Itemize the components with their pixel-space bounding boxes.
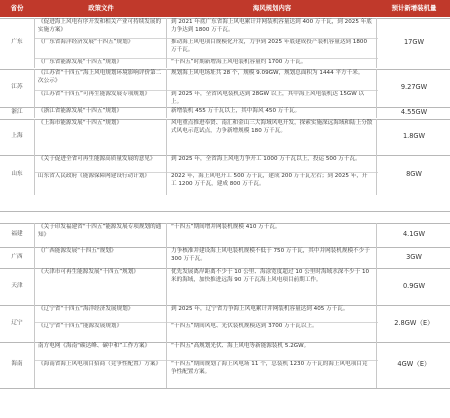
column-divider	[166, 247, 167, 268]
plan-content: 优先发展离岸距离不少于 10 公里、海涂宽度超过 10 公里时海域水深不少于 10 米的海域，加快推进远海 90 万千瓦海上风电项目前期工作。	[171, 269, 370, 283]
province-cell: 广西	[11, 253, 23, 260]
plan-content: 到 2025 年，辽宁省力争海上风电累计并网装机容量达到 405 万千瓦。	[171, 306, 349, 312]
column-divider	[376, 18, 377, 68]
province-cell: 浙江	[11, 108, 23, 115]
policy-document: 《广西能源发展“十四五”规划》	[38, 248, 117, 254]
policy-document: 《辽宁省“十四五”能源发展规划》	[38, 323, 123, 329]
column-divider	[34, 107, 35, 118]
plan-content: 到 2025 年，全省海上风电力争开工 1000 万千瓦以上，投运 500 万千瓦。	[171, 156, 361, 162]
table-row	[0, 107, 450, 118]
policy-document: 《海南省海上风电项目招商（竞争性配置）方案》	[38, 361, 162, 367]
capacity-cell: 4GW（E）	[397, 360, 431, 369]
column-divider	[34, 268, 35, 305]
plan-content: “十四五”期间规划了海上风电场 11 个，总装机 1230 万千瓦的海上风电项目竞争性配置方案。	[171, 361, 368, 375]
policy-document: 《关于印发福建省“十四五”能源发展专项规划的通知》	[38, 224, 162, 238]
capacity-cell: 2.8GW（E）	[394, 318, 434, 327]
table-row	[0, 268, 450, 305]
header-capacity: 预计新增装机量	[391, 4, 437, 12]
capacity-cell: 0.9GW	[402, 281, 426, 290]
policy-document: 《浙江省能源发展“十四五”规划》	[38, 108, 123, 114]
plan-content: 推动海上风电项目规模化开发，力争到 2025 年底建成投产装机容量达到 1800 万千瓦。	[171, 39, 368, 53]
policy-document: 南方电网《海南“碳达峰、碳中和”工作方案》	[38, 343, 151, 349]
plan-content: “十四五”期间风电、光伏装机规模达到 3700 万千瓦以上。	[171, 323, 318, 329]
province-cell: 天津	[11, 282, 23, 289]
plan-content: 规划海上风电场址共 28 个，规模 9.09GW，规划总面积为 1444 平方千米。	[171, 70, 364, 76]
column-divider	[376, 119, 377, 155]
column-divider	[166, 18, 167, 68]
capacity-cell: 8GW	[406, 170, 422, 179]
table-row	[0, 69, 450, 107]
table-header	[0, 0, 450, 17]
plan-content: “十四五”高规划光伏、海上风电等新能源装机 5.2GW。	[171, 343, 310, 349]
column-divider	[166, 223, 167, 247]
province-cell: 山东	[11, 171, 23, 178]
sub-row-divider	[34, 322, 378, 323]
table-row	[0, 342, 450, 388]
policy-document: 山东省人民政府《能源保障网建设行动计划》	[38, 173, 150, 179]
policy-document: 《辽宁省“十四五”海洋经济发展规划》	[38, 306, 134, 312]
table-row	[0, 119, 450, 155]
sub-row-divider	[34, 58, 378, 59]
column-divider	[166, 342, 167, 388]
plan-content: 2022 年，海上风电开工 500 万千瓦，建成 200 万千瓦左右；到 2025 年，开工 1200 万千瓦，建成 800 万千瓦。	[171, 173, 368, 187]
policy-document: 《广东省海洋经济发展“十四五”规划》	[38, 39, 134, 45]
column-divider	[376, 155, 377, 195]
column-divider	[376, 107, 377, 118]
column-divider	[376, 305, 377, 342]
policy-document: 《广东省能源发展“十四五”规划》	[38, 59, 123, 65]
column-divider	[34, 247, 35, 268]
column-divider	[166, 155, 167, 195]
province-cell: 福建	[11, 231, 23, 238]
sub-row-divider	[34, 90, 378, 91]
table-bottom-border	[0, 388, 450, 389]
column-divider	[34, 155, 35, 195]
plan-content: 风电重点推进奉贤、南汇和金山三大海域风电开发，探索实施深远海域和陆上分散式风电示范试点，力争新增规模 180 万千瓦。	[171, 120, 373, 134]
plan-content: “十四五”时期新增海上风电装机容量约 1700 万千瓦。	[171, 59, 307, 65]
capacity-cell: 4.1GW	[402, 230, 426, 239]
policy-document: 《江苏省“十四五”可再生能源发展专项规划》	[38, 91, 151, 97]
capacity-cell: 3GW	[406, 252, 422, 261]
sub-row-divider	[34, 38, 378, 39]
province-cell: 江苏	[11, 84, 23, 91]
column-divider	[34, 18, 35, 68]
column-divider	[166, 268, 167, 305]
header-province: 省份	[10, 4, 24, 12]
province-cell: 海南	[11, 361, 23, 368]
column-divider	[166, 305, 167, 342]
plan-content: 到 2025 年，全省风电装机达到 28GW 以上，其中海上风电装机达 15GW 以上。	[171, 91, 365, 105]
column-divider	[166, 119, 167, 155]
capacity-cell: 1.8GW	[402, 132, 426, 141]
column-divider	[376, 69, 377, 107]
sub-row-divider	[34, 360, 378, 361]
province-cell: 广东	[11, 39, 23, 46]
table-row	[0, 155, 450, 195]
header-policy: 政策文件	[88, 4, 114, 12]
column-divider	[34, 305, 35, 342]
province-cell: 上海	[11, 133, 23, 140]
plan-content: 新增装机 455 万千瓦以上，其中海风 450 万千瓦。	[171, 108, 301, 114]
policy-document: 《上海市能源发展“十四五”规划》	[38, 120, 123, 126]
column-divider	[376, 268, 377, 305]
column-divider	[166, 69, 167, 107]
header-content: 海风规划内容	[252, 4, 292, 12]
plan-content: 到 2021 年底广东省海上风电累计并网装机容量达到 400 万千瓦，到 2025 年底力争达到 1800 万千瓦。	[171, 19, 372, 33]
table-row	[0, 305, 450, 342]
table-row	[0, 18, 450, 68]
plan-content: 力争核准并建设海上风电装机规模不低于 750 万千瓦，其中并网装机规模不少于 300 万千瓦。	[171, 248, 370, 262]
column-divider	[166, 107, 167, 118]
column-divider	[34, 223, 35, 247]
section-divider	[0, 211, 450, 212]
province-cell: 辽宁	[11, 319, 23, 326]
capacity-cell: 9.27GW	[400, 83, 428, 92]
column-divider	[34, 342, 35, 388]
policy-document: 《关于促进全省可再生能源高质量发展的意见》	[38, 156, 156, 162]
plan-content: “十四五”期间增并网装机规模 410 万千瓦。	[171, 224, 281, 230]
table-row	[0, 223, 450, 247]
capacity-cell: 17GW	[403, 38, 425, 47]
column-divider	[376, 247, 377, 268]
column-divider	[376, 223, 377, 247]
column-divider	[34, 119, 35, 155]
table-row	[0, 247, 450, 268]
policy-document: 《天津市可再生能源发展“十四五”规划》	[38, 269, 139, 275]
capacity-cell: 4.55GW	[400, 107, 428, 116]
column-divider	[376, 342, 377, 388]
policy-document: 《江苏省“十四五”海上风电规划环境影响评价第二次公示》	[38, 70, 162, 84]
column-divider	[34, 69, 35, 107]
policy-document: 《促进海上风电有序开发和相关产业可持续发展的实施方案》	[38, 19, 162, 33]
sub-row-divider	[34, 172, 378, 173]
